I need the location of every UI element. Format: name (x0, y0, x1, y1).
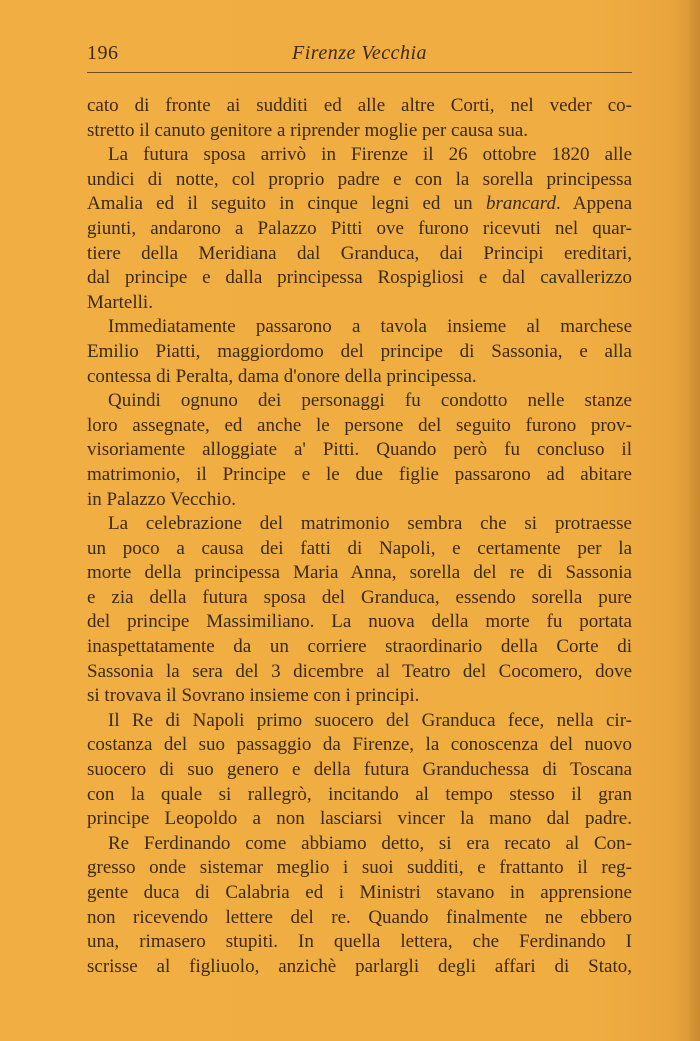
text-line: Quindi ognuno dei personaggi fu condotto nelle stanze (108, 390, 632, 412)
text-line: gresso onde sistemar meglio i suoi sudditi, e frattanto il reg- (87, 857, 632, 879)
page-number: 196 (87, 42, 119, 64)
text-line: Il Re di Napoli primo suocero del Granduca fece, nella cir- (108, 709, 632, 731)
text-segment: . Appena (555, 193, 632, 215)
text-line: e zia della futura sposa del Granduca, essendo sorella pure (87, 586, 632, 608)
text-line: contessa di Peralta, dama d'onore della principessa. (87, 365, 477, 387)
text-line: si trovava il Sovrano insieme con i principi. (87, 685, 420, 707)
text-line: cato di fronte ai sudditi ed alle altre Corti, nel veder co- (87, 95, 632, 116)
text-line: La futura sposa arrivò in Firenze il 26 ottobre 1820 alle (108, 144, 632, 166)
text-line: inaspettatamente da un corriere straordinario della Corte di (87, 636, 632, 658)
text-line: tiere della Meridiana dal Granduca, dai Principi ereditari, (87, 242, 632, 264)
text-line: dal principe e dalla principessa Rospigliosi e dal cavallerizzo (87, 267, 632, 289)
book-spine-edge (690, 0, 700, 1041)
header-rule (87, 72, 632, 73)
running-title: Firenze Vecchia (292, 42, 428, 64)
text-line: suocero di suo genero e della futura Granduchessa di Toscana (87, 759, 632, 781)
text-line: Martelli. (87, 291, 153, 313)
text-line: una, rimasero stupiti. In quella lettera, che Ferdinando I (87, 931, 632, 953)
text-line: stretto il canuto genitore a riprender moglie per causa sua. (87, 119, 529, 141)
text-line: costanza del suo passaggio da Firenze, la conoscenza del nuovo (87, 734, 632, 756)
text-line: visoriamente alloggiate a' Pitti. Quando però fu concluso il (87, 439, 632, 461)
text-line: Re Ferdinando come abbiamo detto, si era recato al Con- (108, 832, 632, 854)
text-line: un poco a causa dei fatti di Napoli, e certamente per la (87, 537, 632, 559)
text-line: con la quale si rallegrò, incitando al tempo stesso il gran (87, 783, 632, 805)
text-line: del principe Massimiliano. La nuova della morte fu portata (87, 611, 632, 633)
text-line-with-italic (87, 192, 632, 217)
text-line: gente duca di Calabria ed i Ministri stavano in apprensione (87, 882, 632, 903)
text-line: matrimonio, il Principe e le due figlie passarono ad abitare (87, 463, 632, 485)
text-line: Immediatamente passarono a tavola insieme al marchese (108, 316, 632, 338)
italic-term: brancard (485, 193, 556, 215)
text-line: giunti, andarono a Palazzo Pitti ove furono ricevuti nel quar- (87, 217, 632, 239)
text-line: La celebrazione del matrimonio sembra che si protraesse (108, 513, 632, 535)
text-line: morte della principessa Maria Anna, sorella del re di Sassonia (87, 562, 632, 584)
text-line: Sassonia la sera del 3 dicembre al Teatro del Cocomero, dove (87, 660, 632, 682)
text-line: undici di notte, col proprio padre e con la sorella principessa (87, 168, 632, 190)
text-line: Emilio Piatti, maggiordomo del principe di Sassonia, e alla (87, 340, 632, 362)
text-line: non ricevendo lettere del re. Quando finalmente ne ebbero (87, 906, 632, 928)
text-line: loro assegnate, ed anche le persone del seguito furono prov- (87, 414, 632, 436)
text-segment: Amalia ed il seguito in cinque legni ed un (87, 193, 473, 215)
text-line: principe Leopoldo a non lasciarsi vincer la mano dal padre. (87, 808, 632, 830)
page-header (87, 42, 632, 72)
text-line: scrisse al figliuolo, anzichè parlargli degli affari di Stato, (87, 955, 632, 977)
text-line: in Palazzo Vecchio. (87, 488, 236, 510)
body-text (87, 94, 632, 979)
